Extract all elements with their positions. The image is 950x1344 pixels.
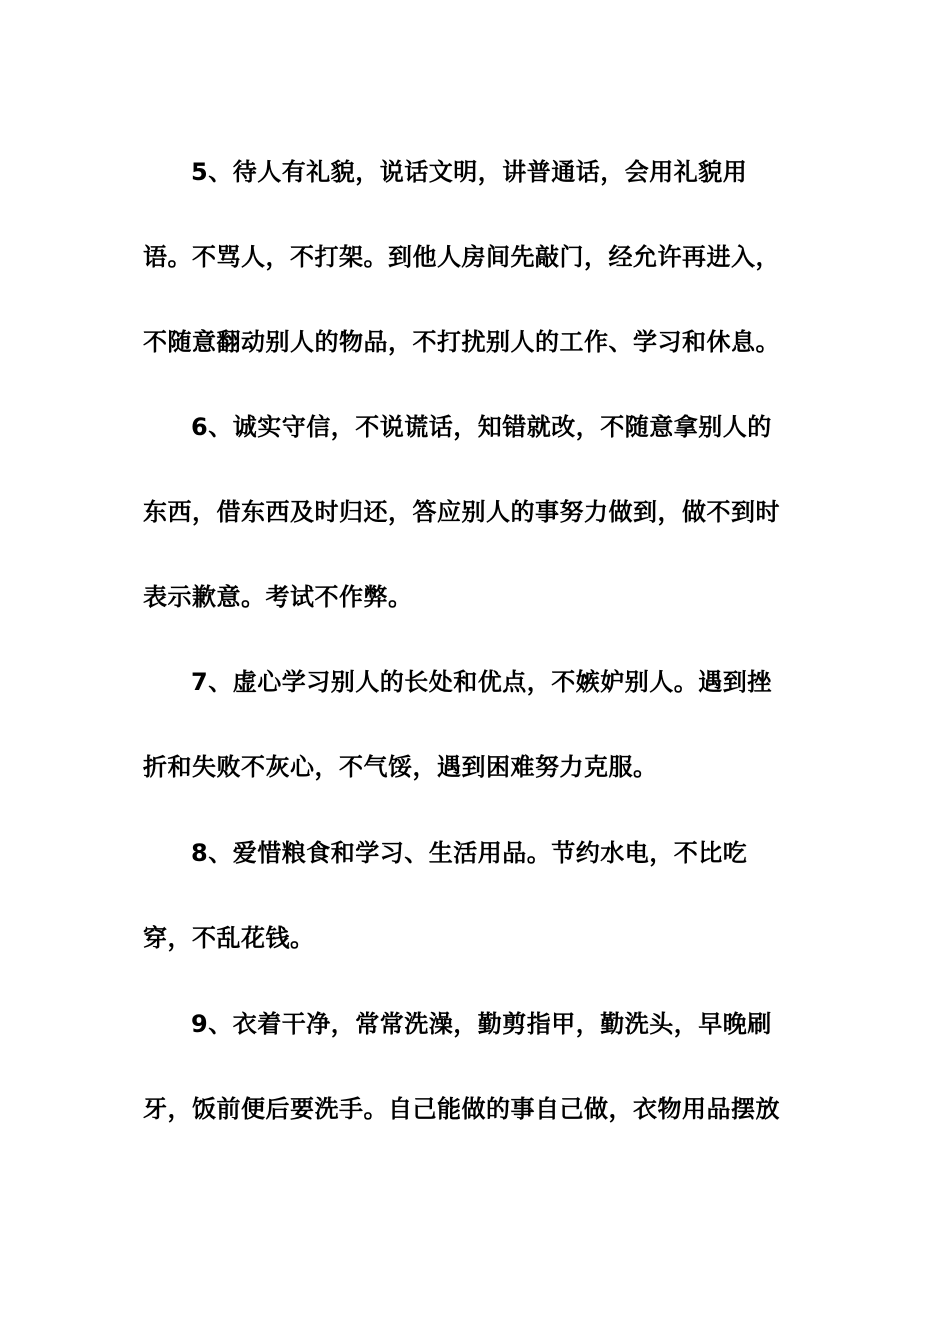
paragraph-5-line-3: 不随意翻动别人的物品，不打扰别人的工作、学习和休息。 xyxy=(143,328,780,356)
paragraph-9-line-2: 牙，饭前便后要洗手。自己能做的事自己做，衣物用品摆放 xyxy=(143,1095,780,1123)
paragraph-5-line-1: 5、待人有礼貌，说话文明，讲普通话，会用礼貌用 xyxy=(191,158,748,186)
paragraph-9-line-1: 9、衣着干净，常常洗澡，勤剪指甲，勤洗头，早晚刷 xyxy=(191,1010,772,1038)
paragraph-8-line-1: 8、爱惜粮食和学习、生活用品。节约水电，不比吃 xyxy=(191,839,748,867)
paragraph-6-line-1: 6、诚实守信，不说谎话，知错就改，不随意拿别人的 xyxy=(191,413,772,441)
paragraph-8-line-2: 穿，不乱花钱。 xyxy=(143,924,315,952)
paragraph-5-line-2: 语。不骂人，不打架。到他人房间先敲门，经允许再进入， xyxy=(143,243,780,271)
paragraph-6-line-3: 表示歉意。考试不作弊。 xyxy=(143,583,413,611)
paragraph-7-line-2: 折和失败不灰心，不气馁，遇到困难努力克服。 xyxy=(143,753,658,781)
paragraph-6-line-2: 东西，借东西及时归还，答应别人的事努力做到，做不到时 xyxy=(143,498,780,526)
paragraph-7-line-1: 7、虚心学习别人的长处和优点，不嫉妒别人。遇到挫 xyxy=(191,668,772,696)
